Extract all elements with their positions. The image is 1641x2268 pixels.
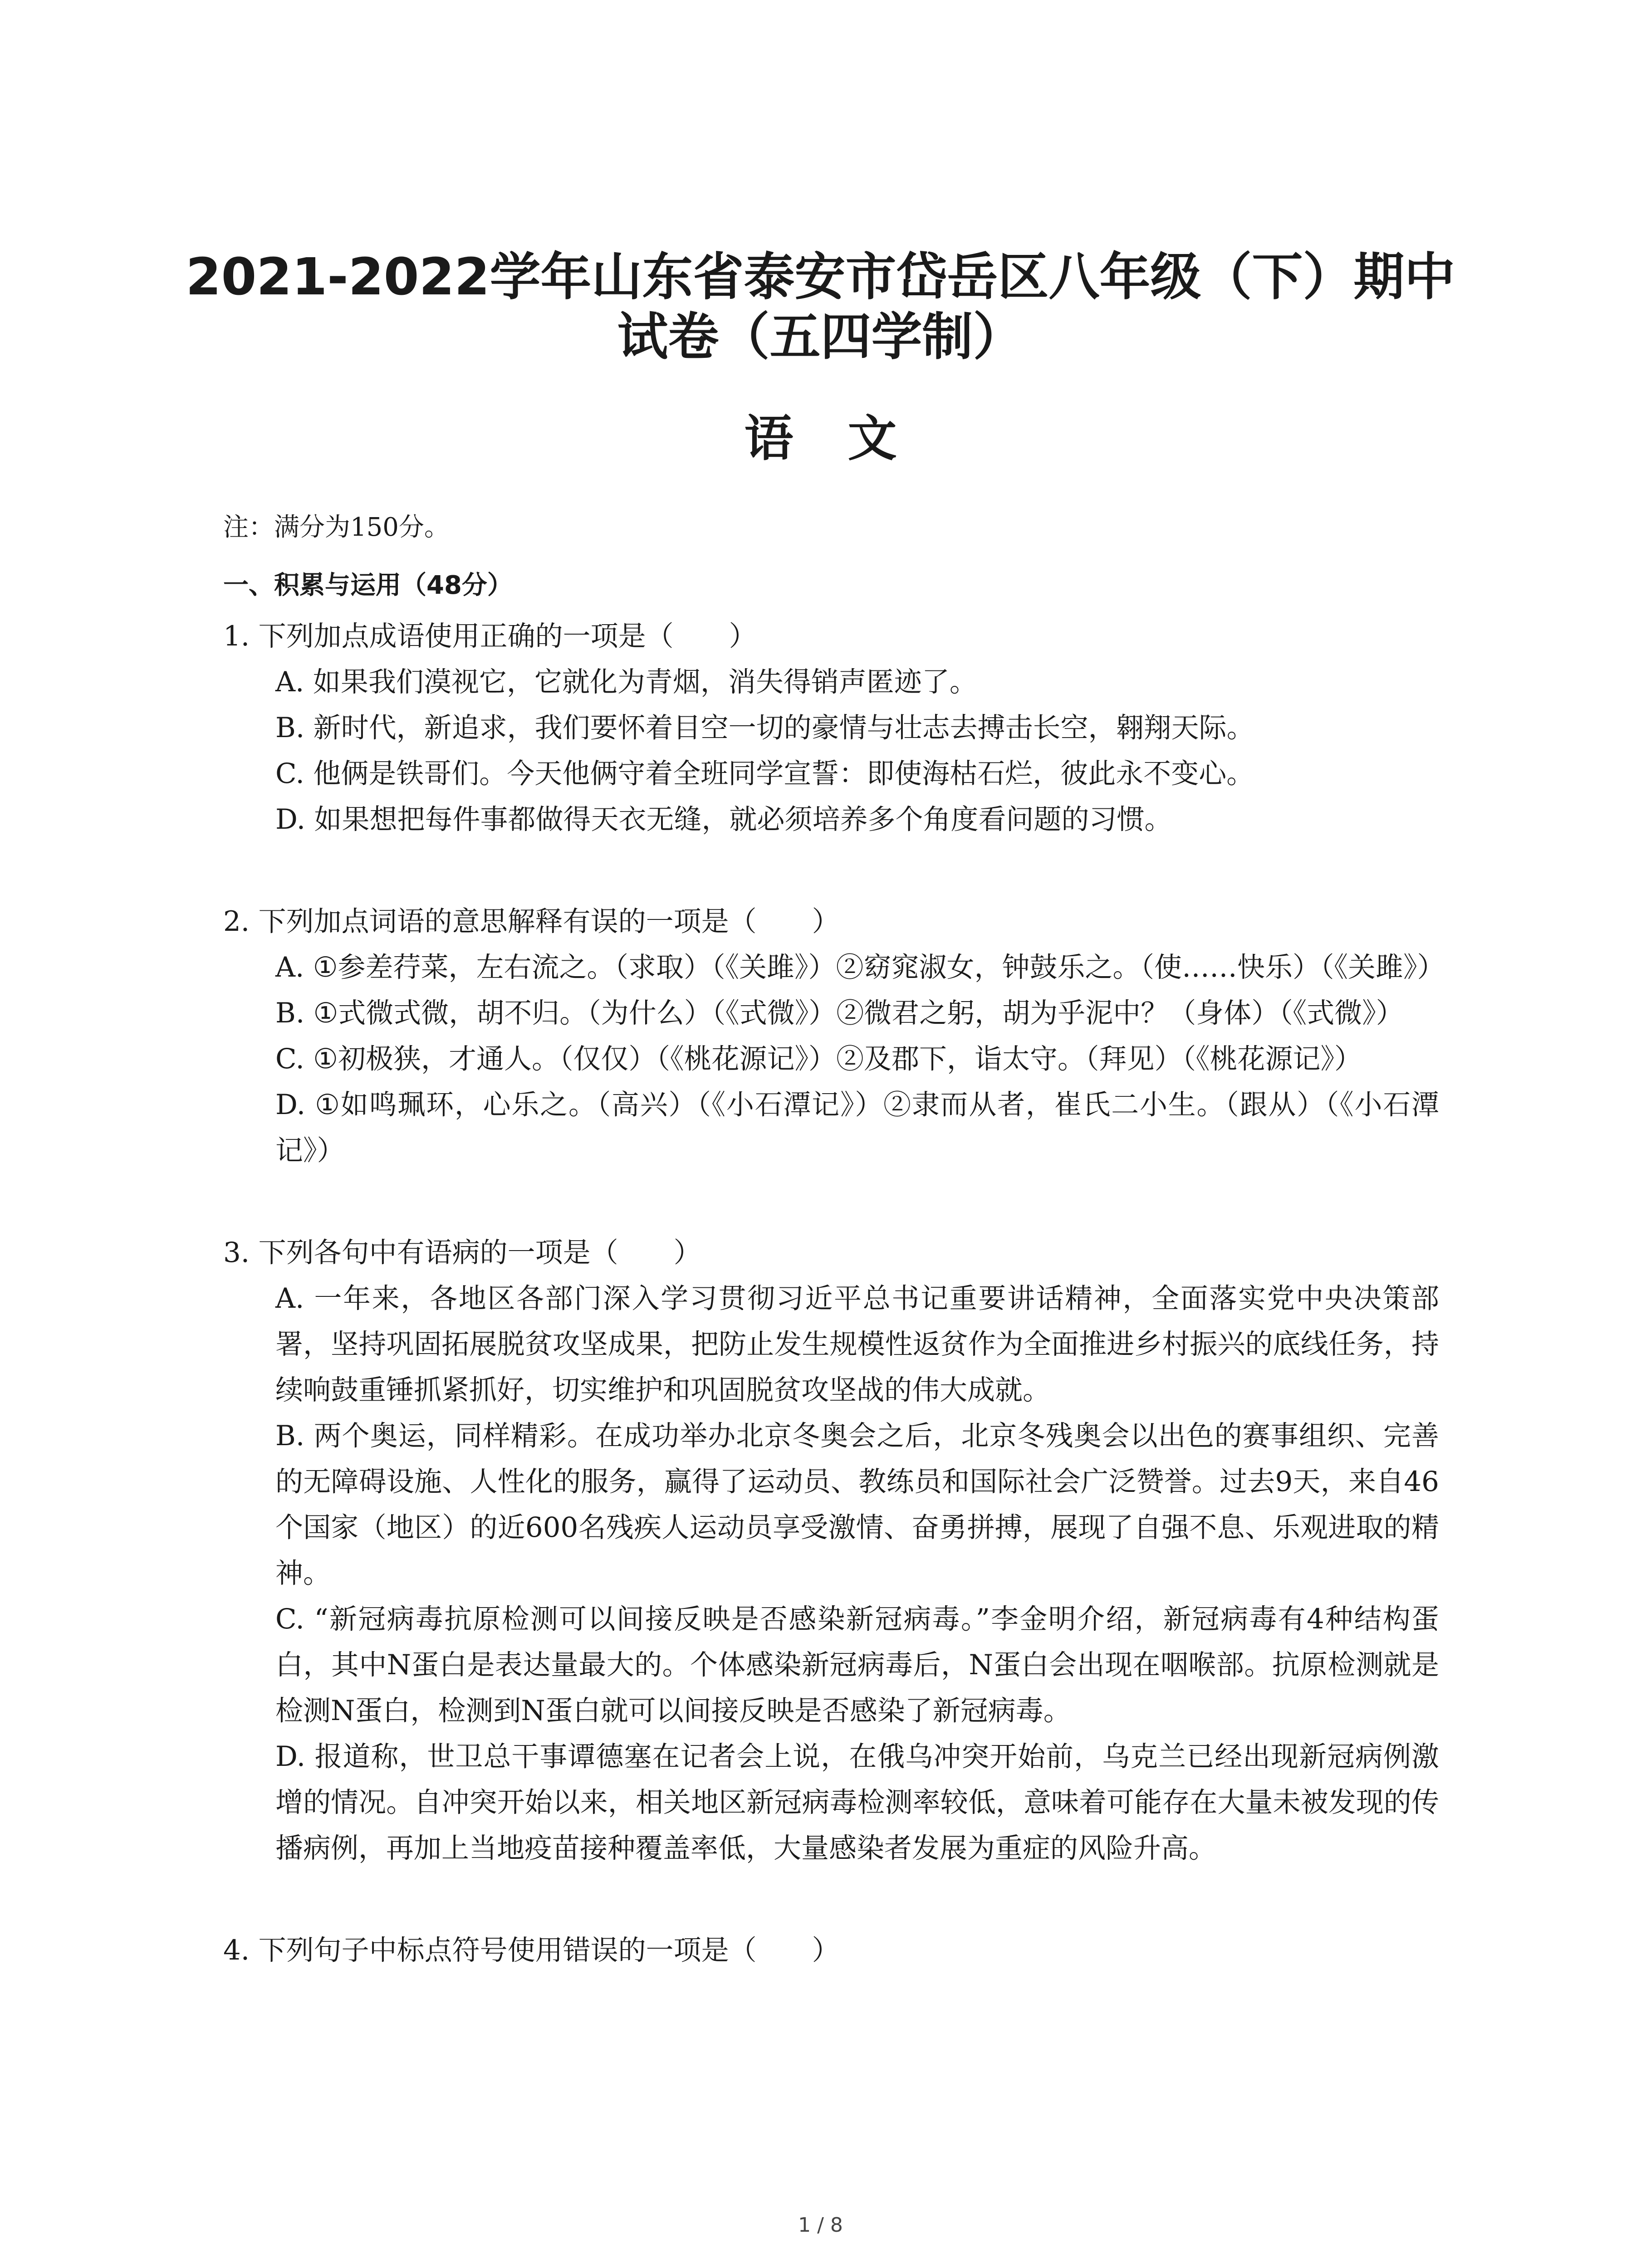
question-1: [223, 613, 1439, 842]
section-heading: 一、积累与运用（48分）: [223, 571, 513, 600]
exam-title-line-1: 2021-2022学年山东省泰安市岱岳区八年级（下）期中: [186, 248, 1455, 307]
question-stem: 3. 下列各句中有语病的一项是（ ）: [223, 1237, 701, 1269]
option-b: B. 新时代，新追求，我们要怀着目空一切的豪情与壮志去搏击长空，翱翔天际。: [275, 712, 1254, 744]
subject-heading: 语文: [744, 411, 951, 467]
question-3: [223, 1230, 1439, 1871]
exam-title: [181, 247, 1460, 367]
option-d: D. 报道称，世卫总干事谭德塞在记者会上说，在俄乌冲突开始前，乌克兰已经出现新冠病例激增的情况。自冲突开始以来，相关地区新冠病毒检测率较低，意味着可能存在大量未被发现的传播病例，再加上当地疫苗接种覆盖率低，大量感染者发展为重症的风险升高。: [275, 1740, 1439, 1864]
option-d: D. 如果想把每件事都做得天衣无缝，就必须培养多个角度看问题的习惯。: [275, 803, 1172, 836]
score-note: 注：满分为150分。: [223, 513, 450, 542]
question-4: [223, 1927, 1439, 1973]
question-stem: 4. 下列句子中标点符号使用错误的一项是（ ）: [223, 1934, 840, 1966]
option-a: A. 一年来，各地区各部门深入学习贯彻习近平总书记重要讲话精神，全面落实党中央决策部署，坚持巩固拓展脱贫攻坚成果，把防止发生规模性返贫作为全面推进乡村振兴的底线任务，持续响鼓重锤抓紧抓好，切实维护和巩固脱贫攻坚战的伟大成就。: [275, 1282, 1439, 1406]
option-b: B. ①式微式微，胡不归。（为什么）（《式微》）②微君之躬，胡为乎泥中？（身体）（《式微》）: [275, 997, 1404, 1029]
option-c: C. “新冠病毒抗原检测可以间接反映是否感染新冠病毒。”李金明介绍，新冠病毒有4种结构蛋白，其中N蛋白是表达量最大的。个体感染新冠病毒后，N蛋白会出现在咽喉部。抗原检测就是检测N蛋白，检测到N蛋白就可以间接反映是否感染了新冠病毒。: [275, 1603, 1439, 1727]
option-a: A. 如果我们漠视它，它就化为青烟，消失得销声匿迹了。: [275, 666, 977, 698]
option-a: A. ①参差荇菜，左右流之。（求取）（《关雎》）②窈窕淑女，钟鼓乐之。（使……快乐）（《关雎》）: [275, 951, 1445, 983]
question-2: [223, 899, 1445, 1173]
exam-title-line-2: 试卷（五四学制）: [617, 308, 1024, 367]
option-c: C. ①初极狭，才通人。（仅仅）（《桃花源记》）②及郡下，诣太守。（拜见）（《桃花源记》）: [275, 1043, 1362, 1075]
question-stem: 2. 下列加点词语的意思解释有误的一项是（ ）: [223, 905, 840, 938]
questions-body: [223, 613, 1445, 1973]
spacer: [223, 1173, 1439, 1230]
option-c: C. 他俩是铁哥们。今天他俩守着全班同学宣誓：即使海枯石烂，彼此永不变心。: [275, 758, 1254, 790]
option-d: D. ①如鸣珮环，心乐之。（高兴）（《小石潭记》）②隶而从者，崔氏二小生。（跟从）（《小石潭记》）: [275, 1089, 1439, 1167]
spacer: [223, 1871, 1439, 1927]
option-b: B. 两个奥运，同样精彩。在成功举办北京冬奥会之后，北京冬残奥会以出色的赛事组织、完善的无障碍设施、人性化的服务，赢得了运动员、教练员和国际社会广泛赞誉。过去9天，来自46个国家（地区）的近600名残疾人运动员享受激情、奋勇拼搏，展现了自强不息、乐观进取的精神。: [275, 1420, 1439, 1589]
question-stem: 1. 下列加点成语使用正确的一项是（ ）: [223, 620, 757, 652]
page-indicator: 1 / 8: [798, 2214, 843, 2237]
spacer: [223, 842, 1439, 899]
